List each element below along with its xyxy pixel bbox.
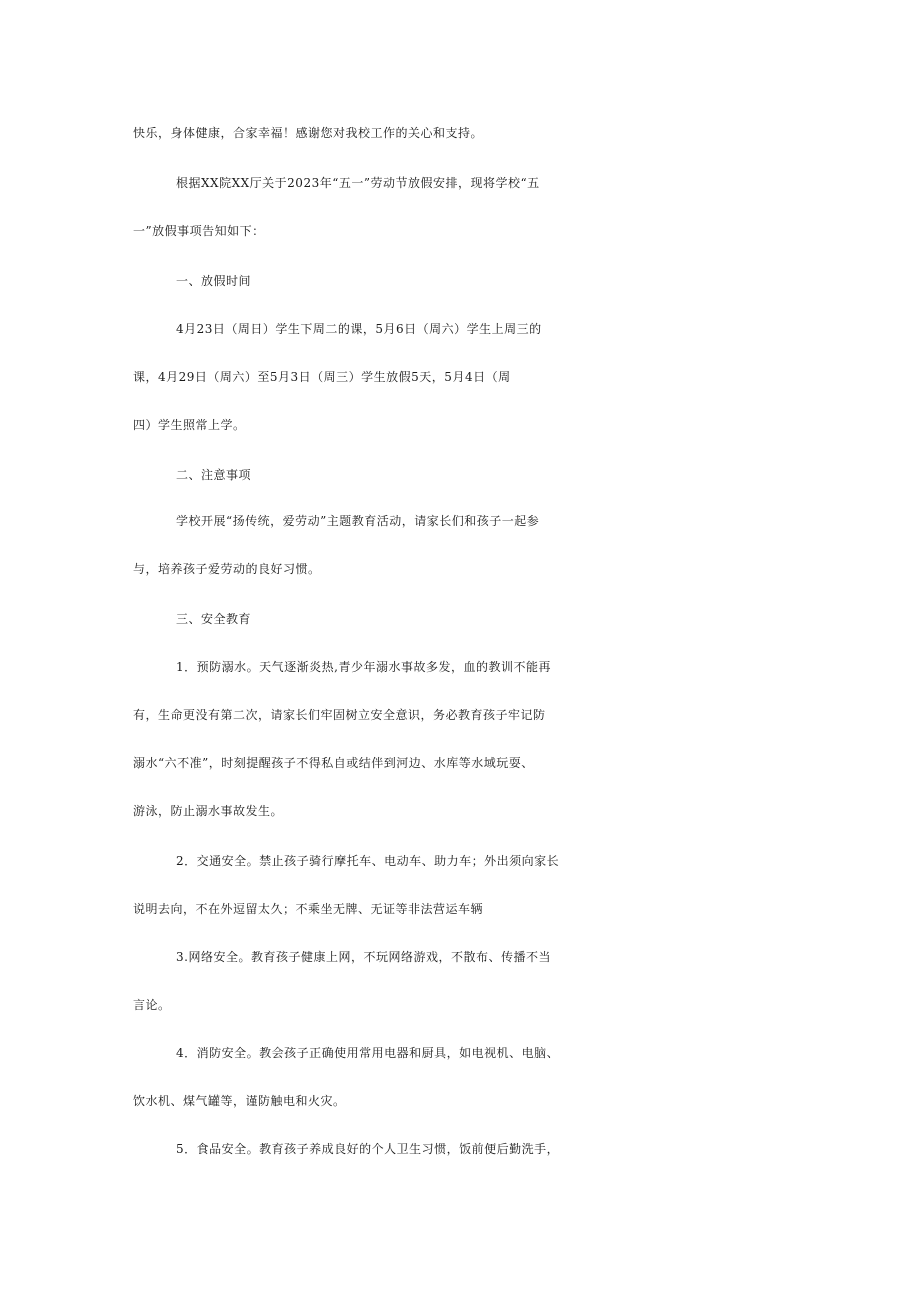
text-line xyxy=(0,746,920,780)
line-text: 三、安全教育 xyxy=(176,612,252,626)
line-text: 一”放假事项告知如下： xyxy=(133,224,265,238)
line-text: 有，生命更没有第二次，请家长们牢固树立安全意识，务必教育孩子牢记防 xyxy=(133,708,546,722)
line-text: 与，培养孩子爱劳动的良好习惯。 xyxy=(133,562,321,576)
line-text: 1．预防溺水。天气逐渐炎热,青少年溺水事故多发，血的教训不能再 xyxy=(176,660,551,674)
line-text: 3.网络安全。教育孩子健康上网，不玩网络游戏，不散布、传播不当 xyxy=(176,950,551,964)
text-line xyxy=(0,312,920,346)
text-line xyxy=(0,166,920,200)
text-line xyxy=(0,892,920,926)
line-text: 4．消防安全。教会孩子正确使用常用电器和厨具，如电视机、电脑、 xyxy=(176,1046,560,1060)
line-text: 学校开展“扬传统，爱劳动”主题教育活动，请家长们和孩子一起参 xyxy=(176,514,540,528)
text-line xyxy=(0,360,920,394)
line-text: 5．食品安全。教育孩子养成良好的个人卫生习惯，饭前便后勤洗手， xyxy=(176,1142,560,1156)
text-line xyxy=(0,794,920,828)
text-line xyxy=(0,698,920,732)
line-text: 溺水“六不准”，时刻提醒孩子不得私自或结伴到河边、水库等水域玩耍、 xyxy=(133,756,534,770)
text-line xyxy=(0,988,920,1022)
text-line xyxy=(0,552,920,586)
line-text: 二、注意事项 xyxy=(176,468,252,482)
line-text: 课，4月29日（周六）至5月3日（周三）学生放假5天，5月4日（周 xyxy=(133,370,511,384)
text-line xyxy=(0,458,920,492)
line-text: 根据XX院XX厅关于2023年“五一”劳动节放假安排，现将学校“五 xyxy=(176,176,540,190)
text-line xyxy=(0,844,920,878)
line-text: 4月23日（周日）学生下周二的课，5月6日（周六）学生上周三的 xyxy=(176,322,542,336)
text-line xyxy=(0,1036,920,1070)
text-line xyxy=(0,504,920,538)
line-text: 言论。 xyxy=(133,998,171,1012)
line-text: 四）学生照常上学。 xyxy=(133,418,246,432)
line-text: 游泳，防止溺水事故发生。 xyxy=(133,804,284,818)
text-line xyxy=(0,940,920,974)
text-line xyxy=(0,408,920,442)
line-text: 说明去向，不在外逗留太久；不乘坐无牌、无证等非法营运车辆 xyxy=(133,902,484,916)
line-text: 2．交通安全。禁止孩子骑行摩托车、电动车、助力车；外出须向家长 xyxy=(176,854,560,868)
text-line xyxy=(0,264,920,298)
line-text: 一、放假时间 xyxy=(176,274,252,288)
text-line xyxy=(0,116,920,150)
line-text: 快乐，身体健康，合家幸福！感谢您对我校工作的关心和支持。 xyxy=(133,126,484,140)
text-line xyxy=(0,650,920,684)
line-text: 饮水机、煤气罐等，谨防触电和火灾。 xyxy=(133,1094,346,1108)
text-line xyxy=(0,602,920,636)
text-line xyxy=(0,214,920,248)
text-line xyxy=(0,1132,920,1166)
text-line xyxy=(0,1084,920,1118)
